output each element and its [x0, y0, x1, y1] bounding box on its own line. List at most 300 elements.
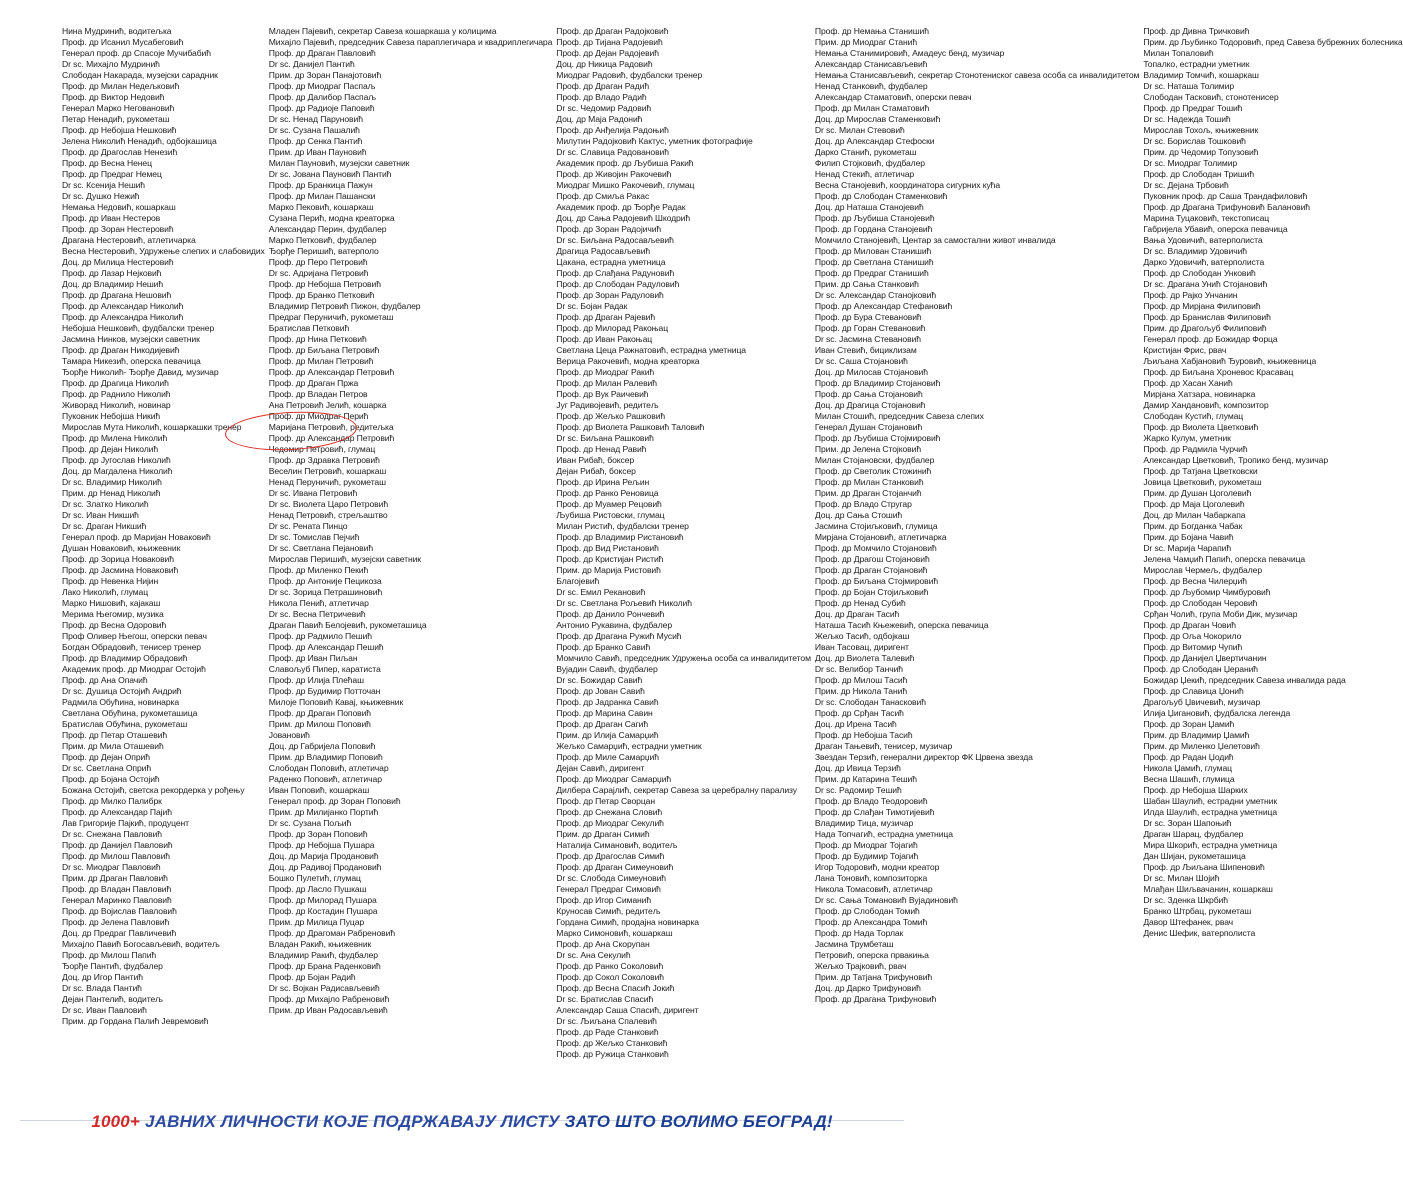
list-item: Никола Томасовић, атлетичар — [814, 884, 933, 894]
list-item: Проф. др Миодраг Ракић — [556, 367, 655, 377]
list-item: Генерал Душан Стојановић — [814, 422, 923, 432]
list-item: Доц. др Магдалена Николић — [62, 466, 173, 476]
list-item: Јасмина Стојиљковић, глумица — [814, 521, 938, 531]
list-item: Маријана Петровић, редитељка — [268, 422, 394, 432]
list-item: Милан Ристић, фудбалски тренер — [556, 521, 689, 531]
list-item: Проф. др Оља Чокорило — [1143, 631, 1242, 641]
list-item: Дарко Удовичић, ватерполиста — [1143, 257, 1265, 267]
list-item: Dr sc. Сузана Пашалић — [268, 125, 360, 135]
list-item: Проф. др Исанил Мусабеговић — [62, 37, 184, 47]
list-item: Нада Топчагић, естрадна уметница — [814, 829, 953, 839]
list-item: Проф. др Слободан Стаменковић — [814, 191, 948, 201]
list-item: Проф. др Јадранка Савић — [556, 697, 659, 707]
list-item: Бранко Штрбац, рукометаш — [1143, 906, 1252, 916]
list-item: Проф. др Драган Никодијевић — [62, 345, 180, 355]
list-item: Проф. др Зорица Новаковић — [62, 554, 174, 564]
list-item: Проф. др Илија Плећаш — [268, 675, 364, 685]
list-item: Љиљана Хабјановић Ђуровић, књижевница — [1143, 356, 1317, 366]
list-item: Антонио Рукавина, фудбалер — [556, 620, 673, 630]
list-item: Проф. др Миле Самарџић — [556, 752, 659, 762]
list-item: Проф. др Владо Теодоровић — [814, 796, 928, 806]
list-item: Dr sc. Адријана Петровић — [268, 268, 369, 278]
list-item: Проф. др Ана Скорупан — [556, 939, 650, 949]
list-item: Проф. др Слободан Черовић — [1143, 598, 1258, 608]
list-item: Давор Штефанек, рвач — [1143, 917, 1234, 927]
list-item: Прим. др Владимир Поповић — [268, 752, 383, 762]
list-item: Проф. др Дејан Николић — [62, 444, 159, 454]
list-item: Драгана Нестеровић, атлетичарка — [62, 235, 196, 245]
list-item: Генерал Марко Неговановић — [62, 103, 175, 113]
list-item: Генерал проф. др Зоран Поповић — [268, 796, 401, 806]
list-item: Весна Нестеровић, Удружење слепих и слабовидих — [62, 246, 265, 256]
list-item: Проф. др Ирина Рељин — [556, 477, 650, 487]
list-item: Иван Тасовац, диригент — [814, 642, 909, 652]
list-item: Проф. др Ненад Равић — [556, 444, 647, 454]
list-item: Душан Новаковић, књижевник — [62, 543, 181, 553]
list-item: Dr sc. Ивана Петровић — [268, 488, 358, 498]
list-item: Dr sc. Зденка Шкрбић — [1143, 895, 1228, 905]
list-item: Проф. др Љубиша Стојмировић — [814, 433, 941, 443]
list-item: Генерал проф. др Божидар Форца — [1143, 334, 1278, 344]
list-item: Проф. др Нина Петковић — [268, 334, 367, 344]
list-item: Проф. др Маја Цоголевић — [1143, 499, 1245, 509]
list-item: Проф. др Драгоман Рабреновић — [268, 928, 396, 938]
list-item: Проф. др Дејан Радојевић — [556, 48, 659, 58]
list-item: Мирослав Чермељ, фудбалер — [1143, 565, 1263, 575]
list-item: Проф. др Снежана Словић — [556, 807, 663, 817]
list-item: Пуковник проф. др Саша Трандафиловић — [1143, 191, 1308, 201]
list-item: Немања Станимировић, Амадеус бенд, музичар — [814, 48, 1005, 58]
list-item: Проф. др Драган Симеуновић — [556, 862, 674, 872]
names-list — [62, 26, 1403, 1059]
list-item: Миодраг Радовић, фудбалски тренер — [556, 70, 703, 80]
list-item: Предраг Перуничић, рукометаш — [268, 312, 394, 322]
list-item: Доц. др Радивој Продановић — [268, 862, 382, 872]
list-item: Марко Петковић, фудбалер — [268, 235, 377, 245]
list-item: Проф. др Драгослав Ненезић — [62, 147, 178, 157]
list-item: Михајло Павић Богосављевић, водитељ — [62, 939, 220, 949]
list-item: Прим. др Чедомир Топузовић — [1143, 147, 1259, 157]
list-item: Круносав Симић, редитељ — [556, 906, 661, 916]
list-item: Проф. др Иван Ракоњац — [556, 334, 653, 344]
list-item: Проф. др Милош Павловић — [62, 851, 170, 861]
list-item: Проф. др Живојин Ракочевић — [556, 169, 672, 179]
list-item: Доц. др Никица Радовић — [556, 59, 653, 69]
list-item: Живорад Николић, новинар — [62, 400, 171, 410]
list-item: Мира Шкорић, естрадна уметница — [1143, 840, 1278, 850]
list-item: Проф. др Вук Раичевић — [556, 389, 649, 399]
list-item: Доц. др Ирена Тасић — [814, 719, 897, 729]
list-item: Мерима Његомир, музика — [62, 609, 164, 619]
list-item: Дејан Рибаћ, боксер — [556, 466, 636, 476]
list-item: Прим. др Марија Ристовић — [556, 565, 661, 575]
list-item: Проф. др Милорад Ракоњац — [556, 323, 669, 333]
list-item: Проф. др Владимир Стојановић — [814, 378, 941, 388]
list-item: Dr sc. Дејана Трбовић — [1143, 180, 1229, 190]
list-item: Братислав Обућина, рукометаш — [62, 719, 188, 729]
list-item: Проф. др Драган Стојановић — [814, 565, 928, 575]
list-item: Ненад Перуничић, рукометаш — [268, 477, 386, 487]
list-item: Мирјана Стојановић, атлетичарка — [814, 532, 947, 542]
list-item: Проф. др Милена Николић — [62, 433, 168, 443]
list-item: Прим. др Сања Станковић — [814, 279, 919, 289]
list-item: Божидар Џекић, председник Савеза инвалида рада — [1143, 675, 1346, 685]
list-item: Доц. др Марија Продановић — [268, 851, 379, 861]
list-item: Прим. др Душан Цоголевић — [1143, 488, 1252, 498]
list-item: Dr sc. Наташа Толимир — [1143, 81, 1235, 91]
list-item: Проф. др Слободан Тришић — [1143, 169, 1255, 179]
list-item: Доц. др Игор Пантић — [62, 972, 143, 982]
list-item: Dr sc. Владимир Николић — [62, 477, 162, 487]
list-item: Проф. др Предраг Немец — [62, 169, 162, 179]
list-item: Dr sc. Драган Никшић — [62, 521, 147, 531]
list-item: Проф. др Биљана Петровић — [268, 345, 380, 355]
list-item: Прим. др Драган Стојанчић — [814, 488, 922, 498]
list-item: Проф. др Татјана Цветковски — [1143, 466, 1258, 476]
list-item: Марко Симоновић, кошаркаш — [556, 928, 673, 938]
list-item: Проф. др Милорад Пушара — [268, 895, 377, 905]
list-item: Гордана Симић, продајна новинарка — [556, 917, 699, 927]
list-item: Ана Петровић Јелић, кошарка — [268, 400, 387, 410]
list-item: Проф. др Кристијан Ристић — [556, 554, 664, 564]
list-item: Проф. др Небојша Нешковић — [62, 125, 177, 135]
list-item: Проф. др Небојша Петровић — [268, 279, 381, 289]
list-item: Дилбера Сарајлић, секретар Савеза за церебралну парализу — [556, 785, 797, 795]
list-item: Проф. др Витомир Чупић — [1143, 642, 1243, 652]
list-item: Проф. др Драгана Нешовић — [62, 290, 172, 300]
list-item: Проф. др Бојан Стојиљковић — [814, 587, 929, 597]
list-item: Проф. др Радмила Чурчић — [1143, 444, 1248, 454]
list-item: Проф. др Далибор Паспаљ — [268, 92, 376, 102]
list-item: Прим. др Иван Пауновић — [268, 147, 367, 157]
list-item: Проф. др Милован Станишић — [814, 246, 932, 256]
list-item: Лана Тоновић, композиторка — [814, 873, 928, 883]
list-item: Прим. др Миленко Џелетовић — [1143, 741, 1260, 751]
list-item: Проф. др Зоран Нестеровић — [62, 224, 174, 234]
list-item: Доц. др Милица Нестеровић — [62, 257, 174, 267]
list-item: Dr sc. Емил Рекановић — [556, 587, 646, 597]
list-item: Проф. др Радиоје Паповић — [268, 103, 375, 113]
list-item: Проф. др Жељко Рашковић — [556, 411, 666, 421]
list-item: Проф. др Светлана Станишић — [814, 257, 934, 267]
list-item: Dr sc. Александар Станојковић — [814, 290, 937, 300]
list-item: Проф. др Светолик Стожинић — [814, 466, 932, 476]
list-item: Dr sc. Ненад Паруновић — [268, 114, 363, 124]
list-item: Проф. др Милан Недељковић — [62, 81, 180, 91]
list-item: Проф. др Биљана Хроневос Красавац — [1143, 367, 1294, 377]
list-item: Вања Удовичић, ватерполиста — [1143, 235, 1263, 245]
list-item: Немања Станисављевић, секретар Стонотениског савеза особа са инвалидитетом — [814, 70, 1140, 80]
list-item: Момчило Савић, председник Удружења особа са инвалидитетом — [556, 653, 811, 663]
list-item: Јовановић — [268, 730, 310, 740]
list-item: Мирјана Хатзара, новинарка — [1143, 389, 1256, 399]
list-item: Проф. др Милан Петровић — [268, 356, 374, 366]
list-item: Dr sc. Светлана Опрић — [62, 763, 152, 773]
list-item: Проф. др Виолета Рашковић Таловић — [556, 422, 705, 432]
list-item: Прим. др Ненад Николић — [62, 488, 161, 498]
list-item: Јасмина Нинков, музејски саветник — [62, 334, 200, 344]
list-item: Проф. др Срђан Тасић — [814, 708, 904, 718]
list-item: Проф. др Миодраг Самарџић — [556, 774, 672, 784]
list-item: Божана Остојић, светска рекордерка у рођењу — [62, 785, 245, 795]
list-item: Проф. др Милош Папић — [62, 950, 157, 960]
list-item: Dr sc. Славица Радовановић — [556, 147, 669, 157]
list-item: Проф. др Сенка Пантић — [268, 136, 363, 146]
list-item: Проф. др Ранко Соколовић — [556, 961, 664, 971]
list-item: Dr sc. Чедомир Радовић — [556, 103, 652, 113]
list-item: Дејан Пантелић, водитељ — [62, 994, 163, 1004]
list-item: Наталија Симановић, водитељ — [556, 840, 678, 850]
list-item: Слободан Кустић, глумац — [1143, 411, 1244, 421]
list-item: Dr sc. Марија Чарапић — [1143, 543, 1232, 553]
list-item: Проф. др Драган Рајевић — [556, 312, 656, 322]
list-item: Проф. др Весна Ненец — [62, 158, 152, 168]
list-item: Владимир Томчић, кошаркаш — [1143, 70, 1259, 80]
list-item: Тамара Никезић, оперска певачица — [62, 356, 201, 366]
list-item: Габријела Убавић, оперска певачица — [1143, 224, 1288, 234]
list-item: Михајло Пајевић, председник Савеза параплегичара и квадриплегичара — [268, 37, 553, 47]
list-item: Дејан Савић, диригент — [556, 763, 645, 773]
list-item: Проф. др Будимир Тојагић — [814, 851, 919, 861]
list-item: Проф. др Миодраг Паспаљ — [268, 81, 376, 91]
list-item: Dr sc. Иван Павловић — [62, 1005, 147, 1015]
list-item: Доц. др Милосав Стојановић — [814, 367, 928, 377]
list-item: Милутин Радојковић Кактус, уметник фотографије — [556, 136, 753, 146]
list-item: Проф. др Марина Савин — [556, 708, 653, 718]
list-item: Проф. др Миленко Пекић — [268, 565, 369, 575]
list-item: Проф. др Дејан Опрић — [62, 752, 150, 762]
list-item: Проф. др Александар Николић — [62, 301, 184, 311]
list-item: Dr sc. Јована Пауновић Пантић — [268, 169, 392, 179]
list-item: Dr sc. Радомир Тешић — [814, 785, 902, 795]
list-item: Dr sc. Ксенија Нешић — [62, 180, 145, 190]
list-item: Жељко Трајковић, рвач — [814, 961, 907, 971]
list-item: Проф. др Иван Нестеров — [62, 213, 161, 223]
list-item: Дан Шијан, рукометашица — [1143, 851, 1246, 861]
list-item: Dr sc. Зоран Шапоњић — [1143, 818, 1232, 828]
list-item: Dr sc. Драгана Унић Стојановић — [1143, 279, 1268, 289]
list-item: Ђорђе Николић- Ђорђе Давид, музичар — [62, 367, 219, 377]
list-item: Прим. др Бојана Чавић — [1143, 532, 1234, 542]
list-item: Момчило Станојевић, Центар за самостални живот инвалида — [814, 235, 1056, 245]
list-item: Dr sc. Весна Петричевић — [268, 609, 366, 619]
list-item: Прим. др Илија Самарџић — [556, 730, 659, 740]
list-item: Проф. др Драган Пржа — [268, 378, 359, 388]
list-item: Прим. др Драгољуб Филиповић — [1143, 323, 1267, 333]
list-item: Проф. др Драгана Трифуновић Балановић — [1143, 202, 1310, 212]
list-item: Прим. др Мила Оташевић — [62, 741, 164, 751]
list-item: Проф. др Александра Николић — [62, 312, 184, 322]
list-item: Проф. др Брана Раденковић — [268, 961, 381, 971]
list-item: Проф. др Радан Џодић — [1143, 752, 1234, 762]
list-item: Весна Шашић, глумица — [1143, 774, 1235, 784]
list-item: Проф. др Миодраг Тојагић — [814, 840, 918, 850]
list-item: Прим. др Драган Павловић — [62, 873, 168, 883]
list-item: Никола Пенић, атлетичар — [268, 598, 369, 608]
list-item: Dr sc. Ана Секулић — [556, 950, 631, 960]
list-item: Проф. др Драгана Трифуновић — [814, 994, 937, 1004]
list-item: Проф. др Јасмина Новаковић — [62, 565, 179, 575]
list-item: Иван Поповић, кошаркаш — [268, 785, 370, 795]
names-column-3 — [556, 26, 811, 1059]
list-item: Проф. др Александар Петровић — [268, 367, 395, 377]
list-item: Проф. др Драган Човић — [1143, 620, 1236, 630]
footer-banner — [0, 1112, 924, 1132]
list-item: Проф. др Милан Ралевић — [556, 378, 657, 388]
list-item: Вујадин Савић, фудбалер — [556, 664, 658, 674]
list-item: Ненад Петровић, стрељаштво — [268, 510, 388, 520]
list-item: Драган Тањевић, тенисер, музичар — [814, 741, 953, 751]
list-item: Југ Радивојевић, редитељ — [556, 400, 659, 410]
list-item: Проф. др Бојана Остојић — [62, 774, 160, 784]
list-item: Проф. др Радмило Пешић — [268, 631, 372, 641]
list-item: Владимир Ракић, фудбалер — [268, 950, 378, 960]
list-item: Пуковник Небојша Никић — [62, 411, 161, 421]
list-item: Проф. др Костадин Пушара — [268, 906, 378, 916]
list-item: Проф. др Драган Радић — [556, 81, 650, 91]
list-item: Проф. др Слободан Џеранић — [1143, 664, 1258, 674]
list-item: Проф. др Муамер Рецовић — [556, 499, 662, 509]
list-item: Dr sc. Миодраг Павловић — [62, 862, 161, 872]
list-item: Dr sc. Снежана Павловић — [62, 829, 162, 839]
list-item: Dr sc. Михајло Мудринић — [62, 59, 160, 69]
list-item: Проф. др Петар Сворцан — [556, 796, 655, 806]
list-item: Проф. др Бранко Савић — [556, 642, 651, 652]
list-item: Проф. др Данијел Џвертичанин — [1143, 653, 1267, 663]
list-item: Проф. др Дивна Тричковић — [1143, 26, 1250, 36]
list-item: Јелена Чамџић Папић, оперска певачица — [1143, 554, 1306, 564]
list-item: Проф. др Љиљана Шипеновић — [1143, 862, 1265, 872]
list-item: Dr sc. Зорица Петрашиновић — [268, 587, 383, 597]
list-item: Прим. др Иван Радосављевић — [268, 1005, 388, 1015]
list-item: Dr sc. Миодраг Толимир — [1143, 158, 1238, 168]
list-item: Проф. др Зоран Џамић — [1143, 719, 1235, 729]
list-item: Илда Шаулић, естрадна уметница — [1143, 807, 1278, 817]
list-item: Проф. др Небојша Пушара — [268, 840, 375, 850]
list-item: Проф. др Небојша Шарких — [1143, 785, 1248, 795]
list-item: Сузана Перић, модна креаторка — [268, 213, 395, 223]
list-item: Проф. др Момчило Стојановић — [814, 543, 937, 553]
list-item: Dr sc. Светлана Рољевић Николић — [556, 598, 692, 608]
list-item: Нина Мудринић, водитељка — [62, 26, 172, 36]
list-item: Љубиша Ристовски, глумац — [556, 510, 665, 520]
list-item: Прим. др Љубинко Тодоровић, пред Савеза бубрежних болесника — [1143, 37, 1403, 47]
list-item: Доц. др Драгица Стојановић — [814, 400, 926, 410]
list-item: Проф. др Бура Стевановић — [814, 312, 922, 322]
list-item: Dr sc. Данијел Пантић — [268, 59, 355, 69]
list-item: Богдан Обрадовић, тенисер тренер — [62, 642, 201, 652]
list-item: Проф. др Драган Павловић — [268, 48, 376, 58]
list-item: Драгица Радосављевић — [556, 246, 651, 256]
footer-slogan: ЗАТО ШТО ВОЛИМО БЕОГРАД! — [564, 1112, 833, 1131]
list-item: Dr sc. Братислав Спасић — [556, 994, 654, 1004]
list-item: Доц. др Сања Стошић — [814, 510, 903, 520]
list-item: Проф. др Миодраг Перић — [268, 411, 369, 421]
list-item: Проф. др Михајло Рабреновић — [268, 994, 390, 1004]
list-item: Проф. др Милан Стаматовић — [814, 103, 930, 113]
list-item: Проф. др Иван Пиљан — [268, 653, 358, 663]
list-item: Прим. др Милица Пуцар — [268, 917, 365, 927]
list-item: Славољуб Пипер, каратиста — [268, 664, 381, 674]
list-item: Бошко Пулетић, глумац — [268, 873, 361, 883]
list-item: Dr sc. Светлана Пејановић — [268, 543, 374, 553]
list-item: Слободан Поповић, атлетичар — [268, 763, 389, 773]
list-item: Проф. др Југослав Николић — [62, 455, 171, 465]
list-item: Проф. др Александар Петровић — [268, 433, 395, 443]
list-item: Илија Џигановић, фудбалска легенда — [1143, 708, 1291, 718]
list-item: Радмила Обућина, новинарка — [62, 697, 180, 707]
list-item: Небојша Нешковић, фудбалски тренер — [62, 323, 215, 333]
list-item: Dr sc. Милан Шојић — [1143, 873, 1220, 883]
list-item: Проф. др Данијел Павловић — [62, 840, 173, 850]
list-item: Владимир Петровић Пижон, фудбалер — [268, 301, 421, 311]
list-item: Проф. др Владо Радић — [556, 92, 647, 102]
list-item: Јасмина Трумбеташ — [814, 939, 894, 949]
list-item: Слободан Тасковић, стонотенисер — [1143, 92, 1279, 102]
list-item: Проф. др Ласло Пушкаш — [268, 884, 367, 894]
list-item: Дамир Хандановић, композитор — [1143, 400, 1269, 410]
list-item: Прим. др Милијанко Портић — [268, 807, 379, 817]
list-item: Александар Цветковић, Тропико бенд, музичар — [1143, 455, 1329, 465]
list-item: Прим. др Никола Танић — [814, 686, 908, 696]
list-item: Марко Нишовић, кајакаш — [62, 598, 161, 608]
list-item: Проф. др Ранко Реновица — [556, 488, 659, 498]
list-item: Јелена Николић Ненадић, одбојкашица — [62, 136, 217, 146]
footer-number: 1000+ — [91, 1112, 141, 1131]
list-item: Доц. др Дарко Трифуновић — [814, 983, 921, 993]
list-item: Dr sc. Љиљана Спалевић — [556, 1016, 657, 1026]
list-item: Dr sc. Војкан Радисављевић — [268, 983, 380, 993]
list-item: Проф. др Весна Одоровић — [62, 620, 167, 630]
list-item: Шабан Шаулић, естрадни уметник — [1143, 796, 1278, 806]
list-item: Проф. др Данило Рончевић — [556, 609, 665, 619]
list-item: Проф. др Владимир Ристановић — [556, 532, 684, 542]
list-item: Проф. др Милко Палибрк — [62, 796, 162, 806]
list-item: Александар Стаматовић, оперски певач — [814, 92, 972, 102]
list-item: Dr sc. Божидар Савић — [556, 675, 643, 685]
list-item: Проф. др Мирјана Филиповић — [1143, 301, 1261, 311]
list-item: Dr sc. Иван Никшић — [62, 510, 139, 520]
list-item: Милоје Поповић Кавај, књижевник — [268, 697, 404, 707]
list-item: Александар Станисављевић — [814, 59, 928, 69]
list-item: Проф. др Игор Симанић — [556, 895, 652, 905]
list-item: Dr sc. Томислав Пејчић — [268, 532, 360, 542]
list-item: Немања Недовић, кошаркаш — [62, 202, 176, 212]
list-item: Dr sc. Саша Стојановић — [814, 356, 908, 366]
list-item: Проф. др Сокол Соколовић — [556, 972, 664, 982]
list-item: Проф. др Зоран Радуловић — [556, 290, 664, 300]
list-item: Светлана Обућина, рукометашица — [62, 708, 198, 718]
list-item: Жељко Тасић, одбојкаш — [814, 631, 910, 641]
list-item: Проф. др Драган Сагић — [556, 719, 648, 729]
list-item: Проф. др Немања Станишић — [814, 26, 929, 36]
list-item: Звездан Терзић, генерални директор ФК Црвена звезда — [814, 752, 1033, 762]
list-item: Проф. др Смиља Ракас — [556, 191, 650, 201]
list-item: Проф. др Љубиша Станојевић — [814, 213, 935, 223]
list-item: Доц. др Владимир Нешић — [62, 279, 164, 289]
list-item: Кристијан Фрис, рвач — [1143, 345, 1227, 355]
list-item: Проф. др Раднило Николић — [62, 389, 171, 399]
list-item: Светлана Цеца Ражнатовић, естрадна уметница — [556, 345, 746, 355]
list-item: Проф. др Драгослав Симић — [556, 851, 665, 861]
list-item: Проф. др Гордана Станојевић — [814, 224, 933, 234]
list-item: Проф. др Слађана Радуновић — [556, 268, 675, 278]
list-item: Проф. др Александра Томић — [814, 917, 928, 927]
list-item: Dr sc. Биљана Рашковић — [556, 433, 654, 443]
list-item: Ђорђе Перишић, ватерполо — [268, 246, 379, 256]
list-item: Проф. др Вид Ристановић — [556, 543, 659, 553]
list-item: Ђорђе Пантић, фудбалер — [62, 961, 163, 971]
